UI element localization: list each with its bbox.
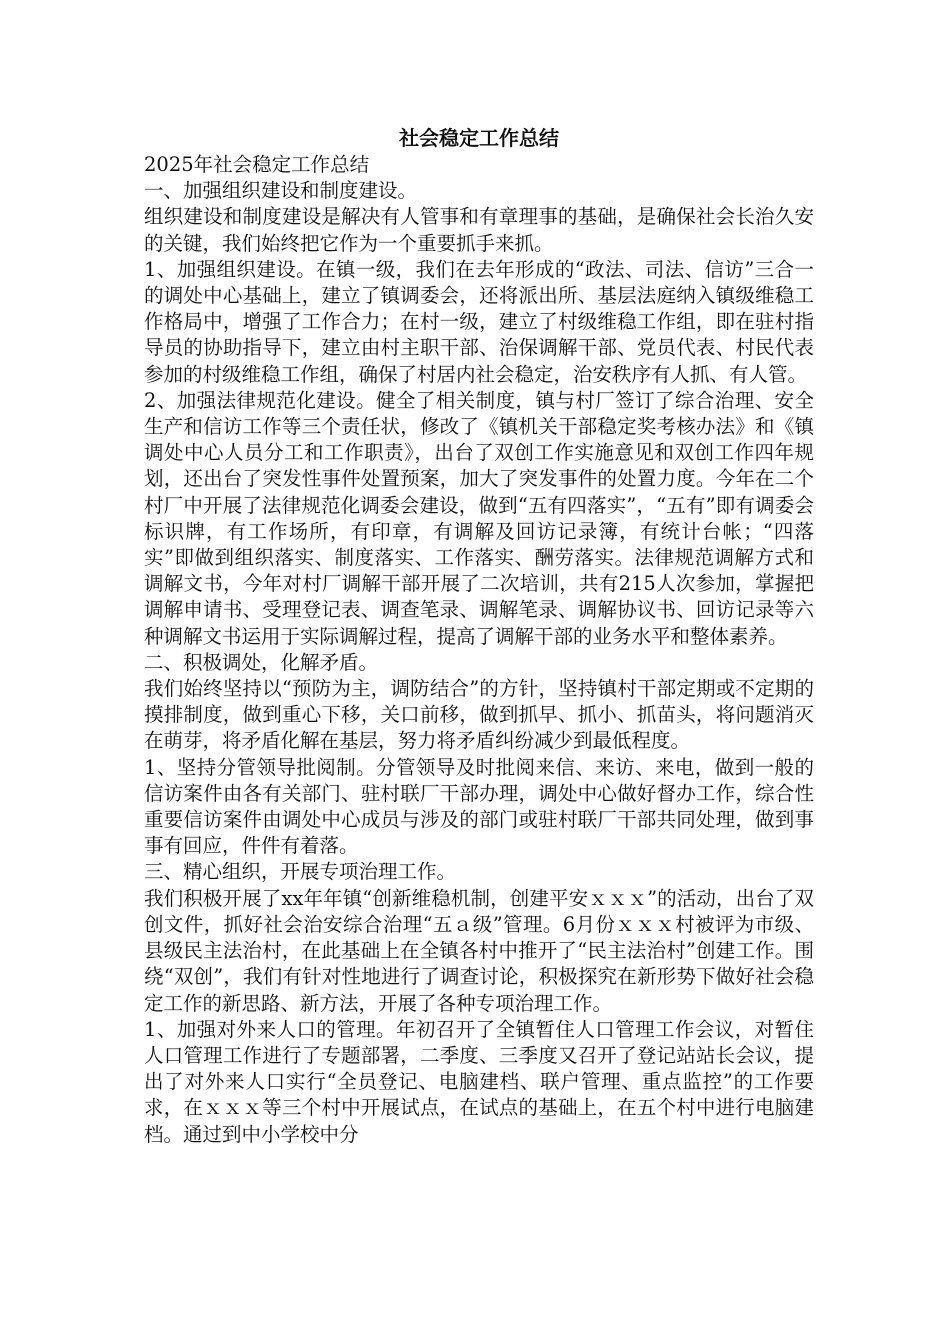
- paragraph-leader-review: 1、坚持分管领导批阅制。分管领导及时批阅来信、来访、来电，做到一般的信访案件由各有关部门、驻村联厂干部办理，调处中心做好督办工作，综合性重要信访案件由调处中心成员与涉及的部门或驻村联厂干部共同处理，做到事事有回应，件件有着落。: [144, 755, 814, 858]
- paragraph-section-2-heading: 二、积极调处，化解矛盾。: [144, 650, 379, 674]
- paragraph-section-3-heading: 三、精心组织，开展专项治理工作。: [144, 860, 457, 884]
- document-title: 社会稳定工作总结: [399, 126, 559, 150]
- document-body: [144, 124, 814, 1148]
- paragraph-legal-standardization: 2、加强法律规范化建设。健全了相关制度，镇与村厂签订了综合治理、安全生产和信访工作等三个责任状，修改了《镇机关干部稳定奖考核办法》和《镇调处中心人员分工和工作职责》，出台了双创工作实施意见和双创工作四年规划，还出台了突发性事件处置预案，加大了突发事件的处置力度。今年在二个村厂中开展了法律规范化调委会建设，做到“五有四落实”，“五有”即有调委会标识牌，有工作场所，有印章，有调解及回访记录簿，有统计台帐；“四落实”即做到组织落实、制度落实、工作落实、酬劳落实。法律规范调解方式和调解文书，今年对村厂调解干部开展了二次培训，共有215人次参加，掌握把调解申请书、受理登记表、调查笔录、调解笔录、调解协议书、回访记录等六种调解文书运用于实际调解过程，提高了调解干部的业务水平和整体素养。: [144, 388, 814, 648]
- paragraph-section-1-intro: 组织建设和制度建设是解决有人管事和有章理事的基础，是确保社会长治久安的关键，我们始终把它作为一个重要抓手来抓。: [144, 205, 814, 255]
- paragraph-section-3-intro: 我们积极开展了xx年年镇“创新维稳机制，创建平安ｘｘｘ”的活动，出台了双创文件，抓好社会治安综合治理“五ａ级”管理。6月份ｘｘｘ村被评为市级、县级民主法治村，在此基础上在全镇各村中推开了“民主法治村”创建工作。围绕“双创”，我们有针对性地进行了调查讨论，积极探究在新形势下做好社会稳定工作的新思路、新方法，开展了各种专项治理工作。: [144, 886, 814, 1015]
- paragraph-migrant-management: 1、加强对外来人口的管理。年初召开了全镇暂住人口管理工作会议，对暂住人口管理工作进行了专题部署，二季度、三季度又召开了登记站站长会议，提出了对外来人口实行“全员登记、电脑建档、联户管理、重点监控”的工作要求，在ｘｘｘ等三个村中开展试点，在试点的基础上，在五个村中进行电脑建档。通过到中小学校中分: [144, 1017, 814, 1146]
- paragraph-section-1-heading: 一、加强组织建设和制度建设。: [144, 179, 418, 203]
- paragraph-section-2-intro: 我们始终坚持以“预防为主，调防结合”的方针，坚持镇村干部定期或不定期的摸排制度，做到重心下移，关口前移，做到抓早、抓小、抓苗头，将问题消灭在萌芽，将矛盾化解在基层，努力将矛盾纠纷减少到最低程度。: [144, 677, 814, 753]
- paragraph-subtitle: 2025年社会稳定工作总结: [144, 153, 370, 176]
- paragraph-organization-building: 1、加强组织建设。在镇一级，我们在去年形成的“政法、司法、信访”三合一的调处中心基础上，建立了镇调委会，还将派出所、基层法庭纳入镇级维稳工作格局中，增强了工作合力；在村一级，建立了村级维稳工作组，即在驻村指导员的协助指导下，建立由村主职干部、治保调解干部、党员代表、村民代表参加的村级维稳工作组，确保了村居内社会稳定，治安秩序有人抓、有人管。: [144, 257, 814, 386]
